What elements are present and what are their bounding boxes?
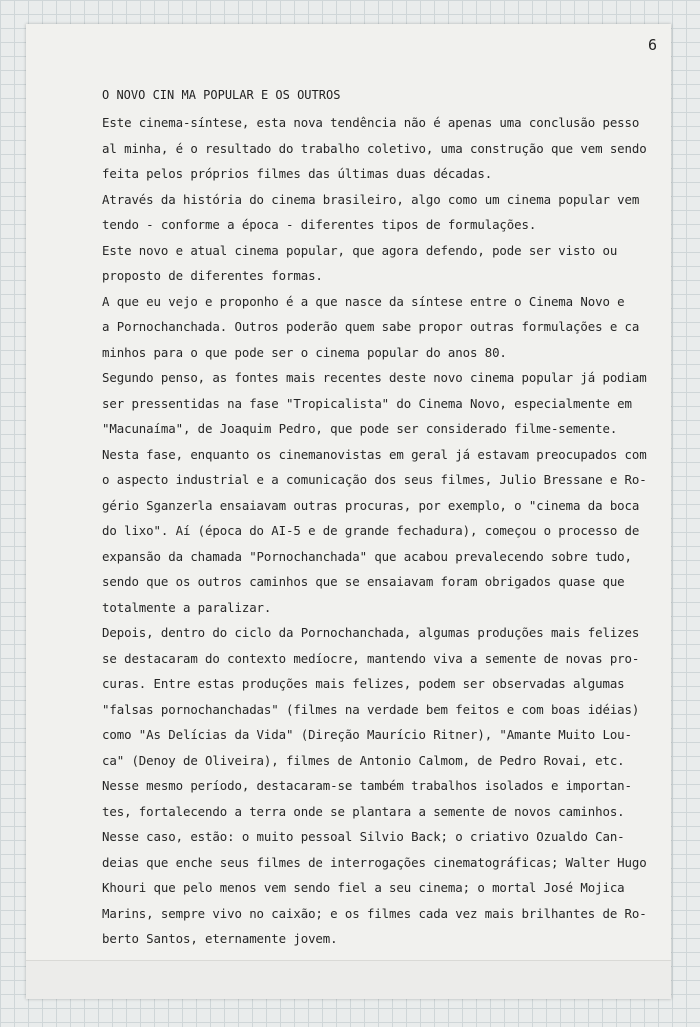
text-line: ca" (Denoy de Oliveira), filmes de Antonio Calmom, de Pedro Rovai, etc. xyxy=(102,752,625,768)
text-line: curas. Entre estas produções mais felizes, podem ser observadas algumas xyxy=(102,676,625,691)
text-line: Segundo penso, as fontes mais recentes deste novo cinema popular já podiam xyxy=(102,370,647,385)
body-text xyxy=(102,110,671,952)
text-line: feita pelos próprios filmes das últimas duas décadas. xyxy=(102,166,493,181)
text-line: do lixo". Aí (época do AI-5 e de grande fechadura), começou o processo de xyxy=(102,523,640,538)
text-line: como "As Delícias da Vida" (Direção Maurício Ritner), "Amante Muito Lou- xyxy=(102,727,632,742)
text-line: deias que enche seus filmes de interrogações cinematográficas; Walter Hugo xyxy=(102,854,647,870)
text-line: o aspecto industrial e a comunicação dos seus filmes, Julio Bressane e Ro- xyxy=(102,472,647,487)
text-line: Khouri que pelo menos vem sendo fiel a seu cinema; o mortal José Mojica xyxy=(102,880,625,895)
text-line: proposto de diferentes formas. xyxy=(102,268,323,283)
page-number: 6 xyxy=(647,36,657,54)
text-line: sendo que os outros caminhos que se ensaiavam foram obrigados quase que xyxy=(102,574,625,589)
text-line: Nesta fase, enquanto os cinemanovistas em geral já estavam preocupados com xyxy=(102,446,647,462)
text-line: expansão da chamada "Pornochanchada" que acabou prevalecendo sobre tudo, xyxy=(102,548,632,564)
text-line: se destacaram do contexto medíocre, mantendo viva a semente de novas pro- xyxy=(102,650,640,666)
text-line: Depois, dentro do ciclo da Pornochanchada, algumas produções mais felizes xyxy=(102,625,640,640)
text-line: gério Sganzerla ensaiavam outras procuras, por exemplo, o "cinema da boca xyxy=(102,497,640,513)
text-line: Nesse caso, estão: o muito pessoal Silvio Back; o criativo Ozualdo Can- xyxy=(102,829,625,844)
text-line: A que eu vejo e proponho é a que nasce da síntese entre o Cinema Novo e xyxy=(102,293,625,309)
text-line: "falsas pornochanchadas" (filmes na verdade bem feitos e com boas idéias) xyxy=(102,701,640,717)
page-bottom-margin xyxy=(26,960,671,999)
text-line: ser pressentidas na fase "Tropicalista" do Cinema Novo, especialmente em xyxy=(102,395,632,411)
typewritten-page xyxy=(26,24,671,999)
text-line: tendo - conforme a época - diferentes tipos de formulações. xyxy=(102,217,537,232)
text-line: tes, fortalecendo a terra onde se plantara a semente de novos caminhos. xyxy=(102,803,625,819)
text-line: totalmente a paralizar. xyxy=(102,599,272,615)
text-line: al minha, é o resultado do trabalho coletivo, uma construção que vem sendo xyxy=(102,140,647,156)
text-line: Através da história do cinema brasileiro, algo como um cinema popular vem xyxy=(102,191,640,207)
text-line: a Pornochanchada. Outros poderão quem sabe propor outras formulações e ca xyxy=(102,319,640,334)
text-line: minhos para o que pode ser o cinema popular do anos 80. xyxy=(102,344,507,360)
text-line: "Macunaíma", de Joaquim Pedro, que pode ser considerado filme-semente. xyxy=(102,421,618,436)
text-line: Este cinema-síntese, esta nova tendência não é apenas uma conclusão pesso xyxy=(102,115,640,130)
text-line: berto Santos, eternamente jovem. xyxy=(102,931,338,946)
text-line: Nesse mesmo período, destacaram-se também trabalhos isolados e importan- xyxy=(102,778,632,793)
text-line: Marins, sempre vivo no caixão; e os filmes cada vez mais brilhantes de Ro- xyxy=(102,905,647,921)
text-line: Este novo e atual cinema popular, que agora defendo, pode ser visto ou xyxy=(102,242,618,258)
document-heading: O NOVO CIN MA POPULAR E OS OUTROS xyxy=(102,88,341,102)
